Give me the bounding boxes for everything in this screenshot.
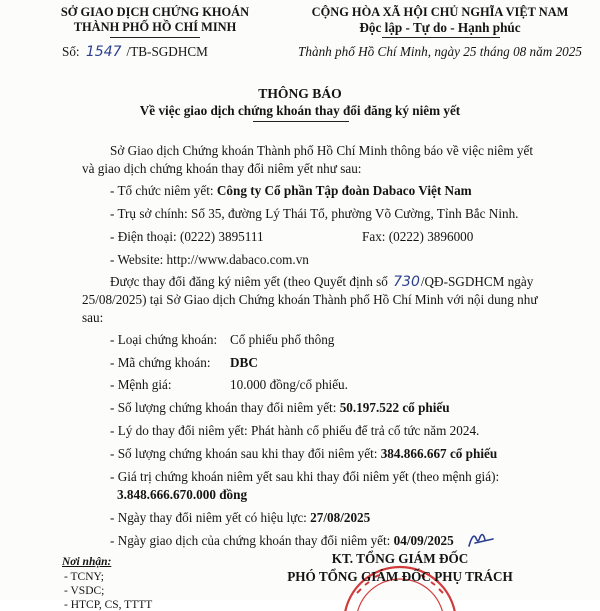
subtitle-underline: [253, 121, 349, 122]
approval-line-2: 25/08/2025) tại Sở Giao dịch Chứng khoán Thành phố Hồ Chí Minh với nội dung như: [82, 292, 538, 307]
issuer-org-line2: THÀNH PHỐ HỒ CHÍ MINH: [73, 20, 237, 34]
intro-line-1: Sở Giao dịch Chứng khoán Thành phố Hồ Chí Minh thông báo về việc niêm yết: [110, 143, 534, 158]
intro-line-2: và giao dịch chứng khoán thay đổi niêm yết như sau:: [82, 161, 362, 176]
changed-quantity-value: 50.197.522 cổ phiếu: [339, 400, 450, 415]
par-value: 10.000 đồng/cổ phiếu.: [230, 377, 348, 392]
phone: - Điện thoại: (0222) 3895111: [110, 229, 264, 244]
change-reason: - Lý do thay đổi niêm yết: Phát hành cổ phiếu để trả cổ tức năm 2024.: [110, 423, 480, 438]
motto-underline: [382, 37, 500, 38]
listed-value-label: - Giá trị chứng khoán niêm yết sau khi thay đổi niêm yết (theo mệnh giá):: [110, 469, 500, 484]
signer-line-1: KT. TỔNG GIÁM ĐỐC: [331, 551, 469, 566]
decision-number-handwritten: 730: [393, 274, 420, 290]
effective-date-value: 27/08/2025: [310, 510, 371, 525]
ticker-label: - Mã chứng khoán:: [110, 355, 211, 370]
quantity-after-change-value: 384.866.667 cổ phiếu: [380, 446, 498, 461]
approval-line-1: Được thay đổi đăng ký niêm yết (theo Quyết định số 730/QĐ-SGDHCM ngày: [110, 274, 534, 290]
effective-date: - Ngày thay đổi niêm yết có hiệu lực: 27/08/2025: [110, 510, 371, 525]
listed-value: 3.848.666.670.000 đồng: [117, 487, 248, 502]
national-motto: Độc lập - Tự do - Hạnh phúc: [359, 20, 521, 35]
listed-organization-name: Công ty Cổ phần Tập đoàn Dabaco Việt Nam: [216, 183, 472, 198]
fax: Fax: (0222) 3896000: [362, 229, 474, 244]
issuer-underline: [110, 37, 200, 38]
approval-line-3: sau:: [82, 310, 104, 325]
trading-date: - Ngày giao dịch của chứng khoán thay đổi niêm yết: 04/09/2025: [110, 533, 454, 548]
notice-subtitle: Về việc giao dịch chứng khoán thay đổi đăng ký niêm yết: [139, 103, 461, 118]
headquarters: - Trụ sở chính: Số 35, đường Lý Thái Tổ, phường Võ Cường, Tỉnh Bắc Ninh.: [110, 206, 519, 221]
par-value-label: - Mệnh giá:: [110, 377, 172, 392]
recipient-item: - TCNY;: [64, 571, 104, 583]
handwritten-initial-icon: [465, 528, 495, 552]
issuer-org-line1: SỞ GIAO DỊCH CHỨNG KHOÁN: [60, 5, 250, 19]
signer-line-2: PHÓ TỔNG GIÁM ĐỐC PHỤ TRÁCH: [287, 569, 513, 584]
place-date: Thành phố Hồ Chí Minh, ngày 25 tháng 08 năm 2025: [298, 44, 582, 59]
recipient-item: - VSDC;: [64, 585, 105, 597]
ticker-value: DBC: [230, 355, 258, 370]
document-number-handwritten: 1547: [85, 44, 122, 60]
document-number: Số: 1547 /TB-SGDHCM: [62, 44, 208, 60]
quantity-after-change: - Số lượng chứng khoán sau khi thay đổi niêm yết: 384.866.667 cổ phiếu: [110, 446, 498, 461]
security-type-label: - Loại chứng khoán:: [110, 332, 218, 347]
recipient-item: - HTCP, CS, TTTT: [64, 599, 153, 611]
notice-title: THÔNG BÁO: [258, 86, 342, 101]
national-title: CỘNG HÒA XÃ HỘI CHỦ NGHĨA VIỆT NAM: [311, 5, 569, 19]
changed-quantity: - Số lượng chứng khoán thay đổi niêm yết: 50.197.522 cổ phiếu: [110, 400, 450, 415]
trading-date-value: 04/09/2025: [393, 533, 454, 548]
listed-organization: - Tổ chức niêm yết: Công ty Cổ phần Tập đoàn Dabaco Việt Nam: [110, 183, 472, 198]
recipients-label: Nơi nhận:: [62, 556, 112, 568]
website: - Website: http://www.dabaco.com.vn: [110, 252, 309, 267]
security-type-value: Cổ phiếu phổ thông: [230, 332, 335, 347]
